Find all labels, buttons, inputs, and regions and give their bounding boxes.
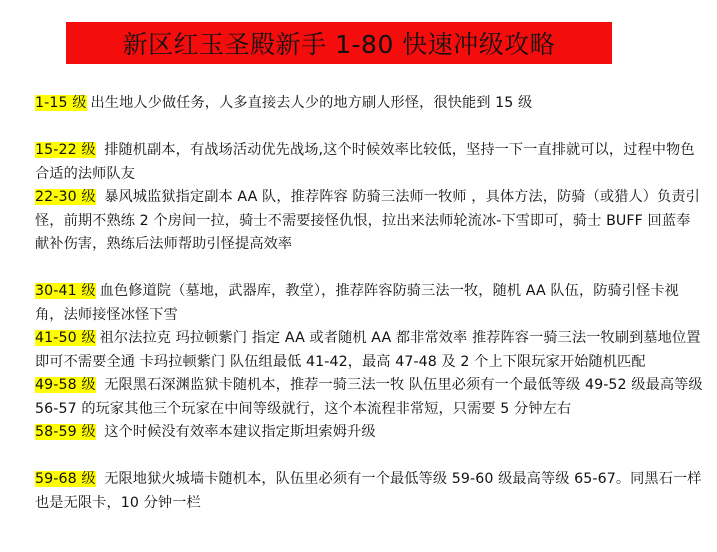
level-range: 30-41 级 bbox=[35, 283, 96, 299]
title-banner bbox=[66, 22, 612, 64]
guide-entry bbox=[35, 327, 703, 374]
level-range: 59-68 级 bbox=[35, 471, 96, 487]
entry-text: 无限地狱火城墙卡随机本，队伍里必须有一个最低等级 59-60 级最高等级 65-67。同黑石一样也是无限卡，10 分钟一栏 bbox=[35, 471, 702, 511]
level-range: 58-59 级 bbox=[35, 424, 96, 440]
entry-text: 祖尔法拉克 玛拉顿紫门 指定 AA 或者随机 AA 都非常效率 推荐阵容一骑三法一牧刷到墓地位置即可不需要全通 卡玛拉顿紫门 队伍组最低 41-42，最高 47-48 及 2 个上下限玩家开始随机匹配 bbox=[35, 330, 701, 370]
guide-entry bbox=[35, 186, 703, 257]
entry-text: 血色修道院（墓地，武器库，教堂），推荐阵容防骑三法一牧，随机 AA 队伍，防骑引怪卡视角，法师接怪冰怪下雪 bbox=[35, 283, 679, 323]
entry-text: 无限黑石深渊监狱卡随机本，推荐一骑三法一牧 队伍里必须有一个最低等级 49-52 级最高等级 56-57 的玩家其他三个玩家在中间等级就行，这个本流程非常短，只需要 5 分钟左右 bbox=[35, 377, 703, 417]
page-title: 新区红玉圣殿新手 1-80 快速冲级攻略 bbox=[122, 30, 556, 59]
guide-entry bbox=[35, 139, 703, 186]
level-range: 41-50 级 bbox=[35, 330, 96, 346]
level-range: 1-15 级 bbox=[35, 95, 87, 111]
level-range: 15-22 级 bbox=[35, 142, 96, 158]
guide-entry bbox=[35, 92, 703, 116]
guide-body bbox=[35, 92, 703, 515]
guide-entry bbox=[35, 280, 703, 327]
level-range: 49-58 级 bbox=[35, 377, 96, 393]
entry-text: 出生地人少做任务，人多直接去人少的地方刷人形怪，很快能到 15 级 bbox=[90, 95, 533, 111]
guide-entry bbox=[35, 468, 703, 515]
guide-entry bbox=[35, 421, 703, 445]
level-range: 22-30 级 bbox=[35, 189, 96, 205]
entry-text: 这个时候没有效率本建议指定斯坦索姆升级 bbox=[99, 424, 376, 440]
entry-text: 暴风城监狱指定副本 AA 队，推荐阵容 防骑三法师一牧师 ，具体方法，防骑（或猎人）负责引怪，前期不熟练 2 个房间一拉，骑士不需要接怪仇恨，拉出来法师轮流冰-下雪即可，骑士 BUFF 回蓝奉献补伤害，熟练后法师帮助引怪提高效率 bbox=[35, 189, 700, 252]
entry-text: 排随机副本，有战场活动优先战场,这个时候效率比较低，坚持一下一直排就可以，过程中物色合适的法师队友 bbox=[35, 142, 695, 182]
guide-entry bbox=[35, 374, 703, 421]
